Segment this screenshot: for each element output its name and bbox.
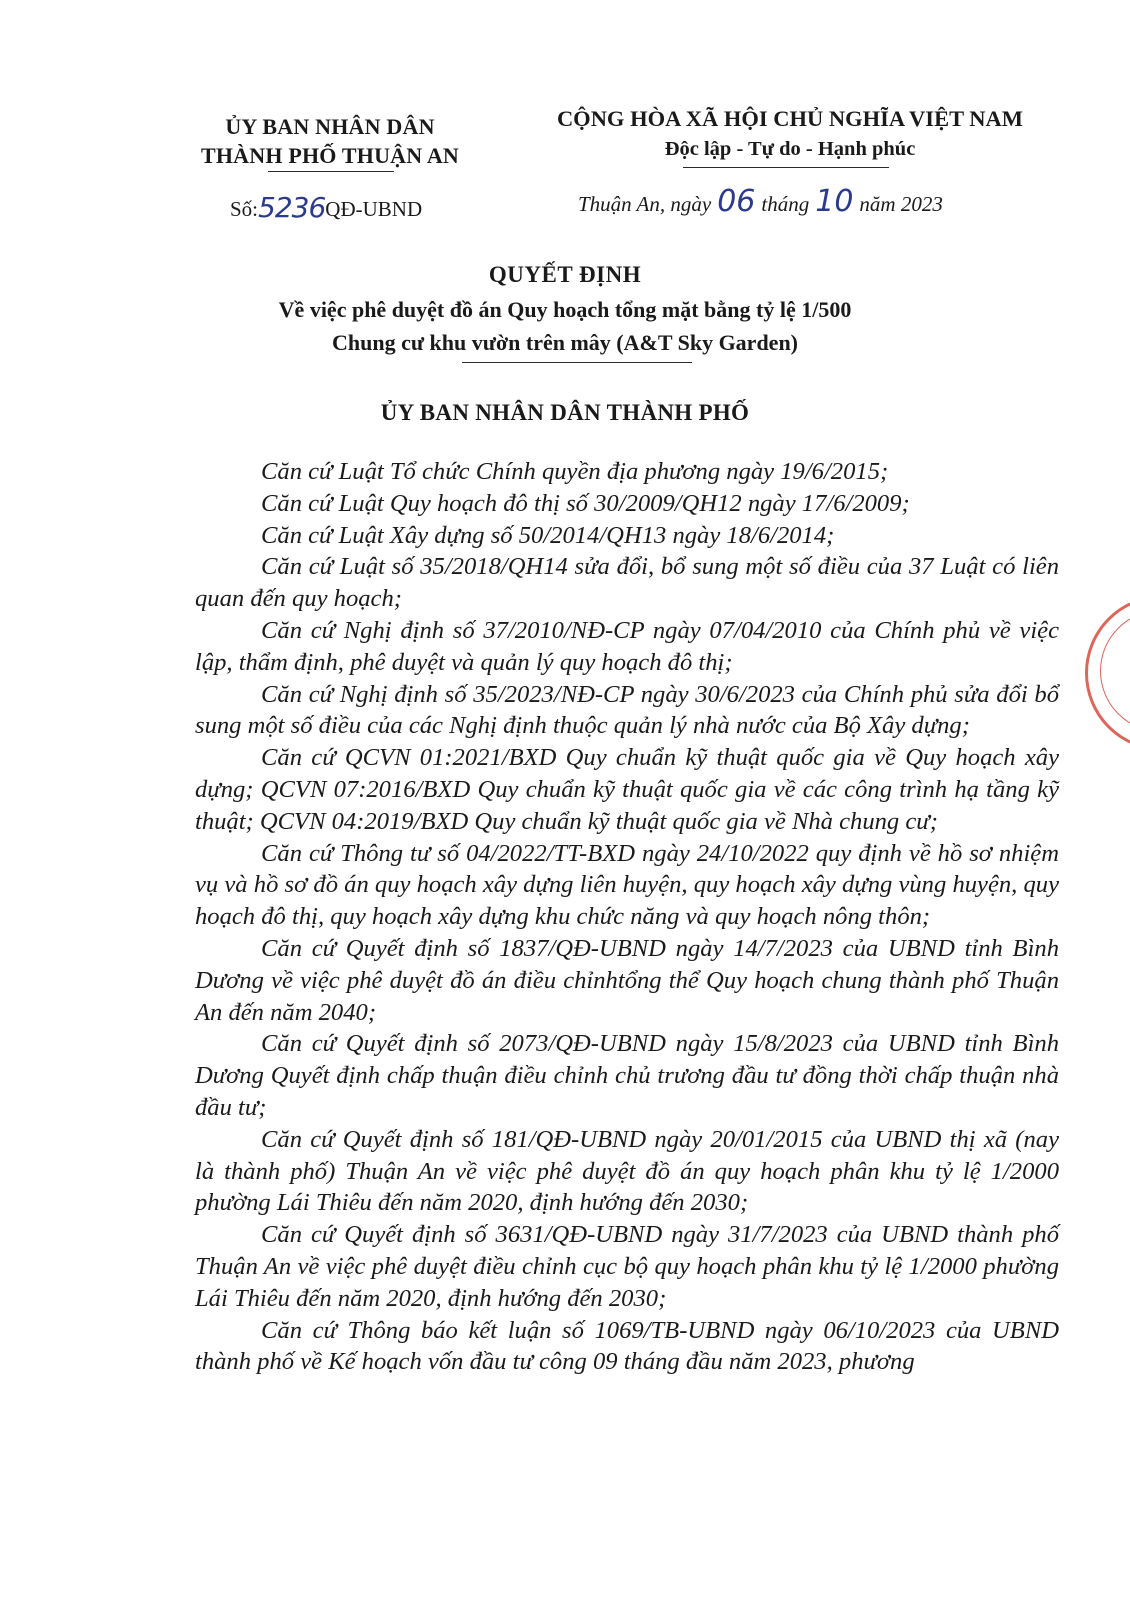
subject-line-2: Chung cư khu vườn trên mây (A&T Sky Garden)	[331, 330, 799, 355]
issuing-authority	[150, 112, 510, 170]
doc-number-handwritten: 5236	[258, 191, 326, 224]
basis-paragraph: Căn cứ Luật Quy hoạch đô thị số 30/2009/QH12 ngày 17/6/2009;	[261, 489, 910, 517]
document-number	[230, 190, 422, 223]
national-heading	[520, 104, 1060, 164]
basis-paragraph: Căn cứ Thông tư số 04/2022/TT-BXD ngày 24/10/2022 quy định về hồ sơ nhiệm vụ và hồ sơ đồ án quy hoạch xây dựng liên huyện, quy hoạch xây dựng vùng huyện, quy hoạch đô thị, quy hoạch xây dựng khu chức năng và quy hoạch nông thôn;	[195, 839, 1059, 931]
doc-number-suffix: QĐ-UBND	[325, 197, 423, 221]
org-line-1: ỦY BAN NHÂN DÂN	[225, 114, 435, 139]
official-seal	[1085, 595, 1130, 751]
basis-paragraph: Căn cứ Thông báo kết luận số 1069/TB-UBND ngày 06/10/2023 của UBND thành phố về Kế hoạch vốn đầu tư công 09 tháng đầu năm 2023, phương	[195, 1316, 1059, 1376]
basis-paragraph: Căn cứ QCVN 01:2021/BXD Quy chuẩn kỹ thuật quốc gia về Quy hoạch xây dựng; QCVN 07:2016/BXD Quy chuẩn kỹ thuật quốc gia về các công trình hạ tầng kỹ thuật; QCVN 04:2019/BXD Quy chuẩn kỹ thuật quốc gia về Nhà chung cư;	[195, 744, 1059, 835]
date-place: Thuận An, ngày	[578, 192, 712, 216]
document-type: QUYẾT ĐỊNH	[488, 262, 642, 287]
basis-paragraph: Căn cứ Nghị định số 35/2023/NĐ-CP ngày 30/6/2023 của Chính phủ sửa đổi bổ sung một số điều của các Nghị định thuộc quản lý nhà nước của Bộ Xây dựng;	[195, 680, 1059, 740]
motto-underline	[683, 167, 889, 168]
basis-paragraph: Căn cứ Quyết định số 181/QĐ-UBND ngày 20/01/2015 của UBND thị xã (nay là thành phố) Thuận An về việc phê duyệt đồ án quy hoạch phân khu tỷ lệ 1/2000 phường Lái Thiêu đến năm 2020, định hướng đến 2030;	[195, 1125, 1059, 1217]
country-name: CỘNG HÒA XÃ HỘI CHỦ NGHĨA VIỆT NAM	[556, 106, 1024, 131]
date-month: 10	[815, 184, 854, 219]
date-day: 06	[717, 184, 756, 219]
basis-paragraph: Căn cứ Quyết định số 1837/QĐ-UBND ngày 14/7/2023 của UBND tỉnh Bình Dương về việc phê duyệt đồ án điều chỉnhtổng thể Quy hoạch chung thành phố Thuận An đến năm 2040;	[195, 934, 1059, 1026]
issue-date	[578, 184, 943, 219]
basis-paragraph: Căn cứ Luật Xây dựng số 50/2014/QH13 ngày 18/6/2014;	[261, 521, 835, 549]
org-line-2: THÀNH PHỐ THUẬN AN	[200, 143, 460, 168]
date-year: năm 2023	[859, 192, 943, 216]
legal-bases	[195, 456, 1059, 1378]
doc-number-prefix: Số:	[230, 197, 259, 221]
basis-paragraph: Căn cứ Nghị định số 37/2010/NĐ-CP ngày 07/04/2010 của Chính phủ về việc lập, thẩm định, phê duyệt và quản lý quy hoạch đô thị;	[195, 616, 1059, 676]
org-underline	[268, 171, 394, 172]
issuer-heading: ỦY BAN NHÂN DÂN THÀNH PHỐ	[380, 400, 750, 425]
subject-underline	[462, 362, 692, 363]
subject-line-1: Về việc phê duyệt đồ án Quy hoạch tổng mặt bằng tỷ lệ 1/500	[278, 297, 852, 322]
basis-paragraph: Căn cứ Luật số 35/2018/QH14 sửa đổi, bổ sung một số điều của 37 Luật có liên quan đến quy hoạch;	[195, 553, 1059, 613]
basis-paragraph: Căn cứ Luật Tổ chức Chính quyền địa phương ngày 19/6/2015;	[261, 458, 889, 485]
seal-inner-ring	[1100, 610, 1130, 732]
basis-paragraph: Căn cứ Quyết định số 2073/QĐ-UBND ngày 15/8/2023 của UBND tỉnh Bình Dương Quyết định chấp thuận điều chỉnh chủ trương đầu tư đồng thời chấp thuận nhà đầu tư;	[195, 1030, 1059, 1121]
basis-paragraph: Căn cứ Quyết định số 3631/QĐ-UBND ngày 31/7/2023 của UBND thành phố Thuận An về việc phê duyệt điều chỉnh cục bộ quy hoạch phân khu tỷ lệ 1/2000 phường Lái Thiêu đến năm 2020, định hướng đến 2030;	[195, 1221, 1059, 1312]
national-motto: Độc lập - Tự do - Hạnh phúc	[664, 138, 916, 160]
date-month-label: tháng	[761, 192, 810, 216]
